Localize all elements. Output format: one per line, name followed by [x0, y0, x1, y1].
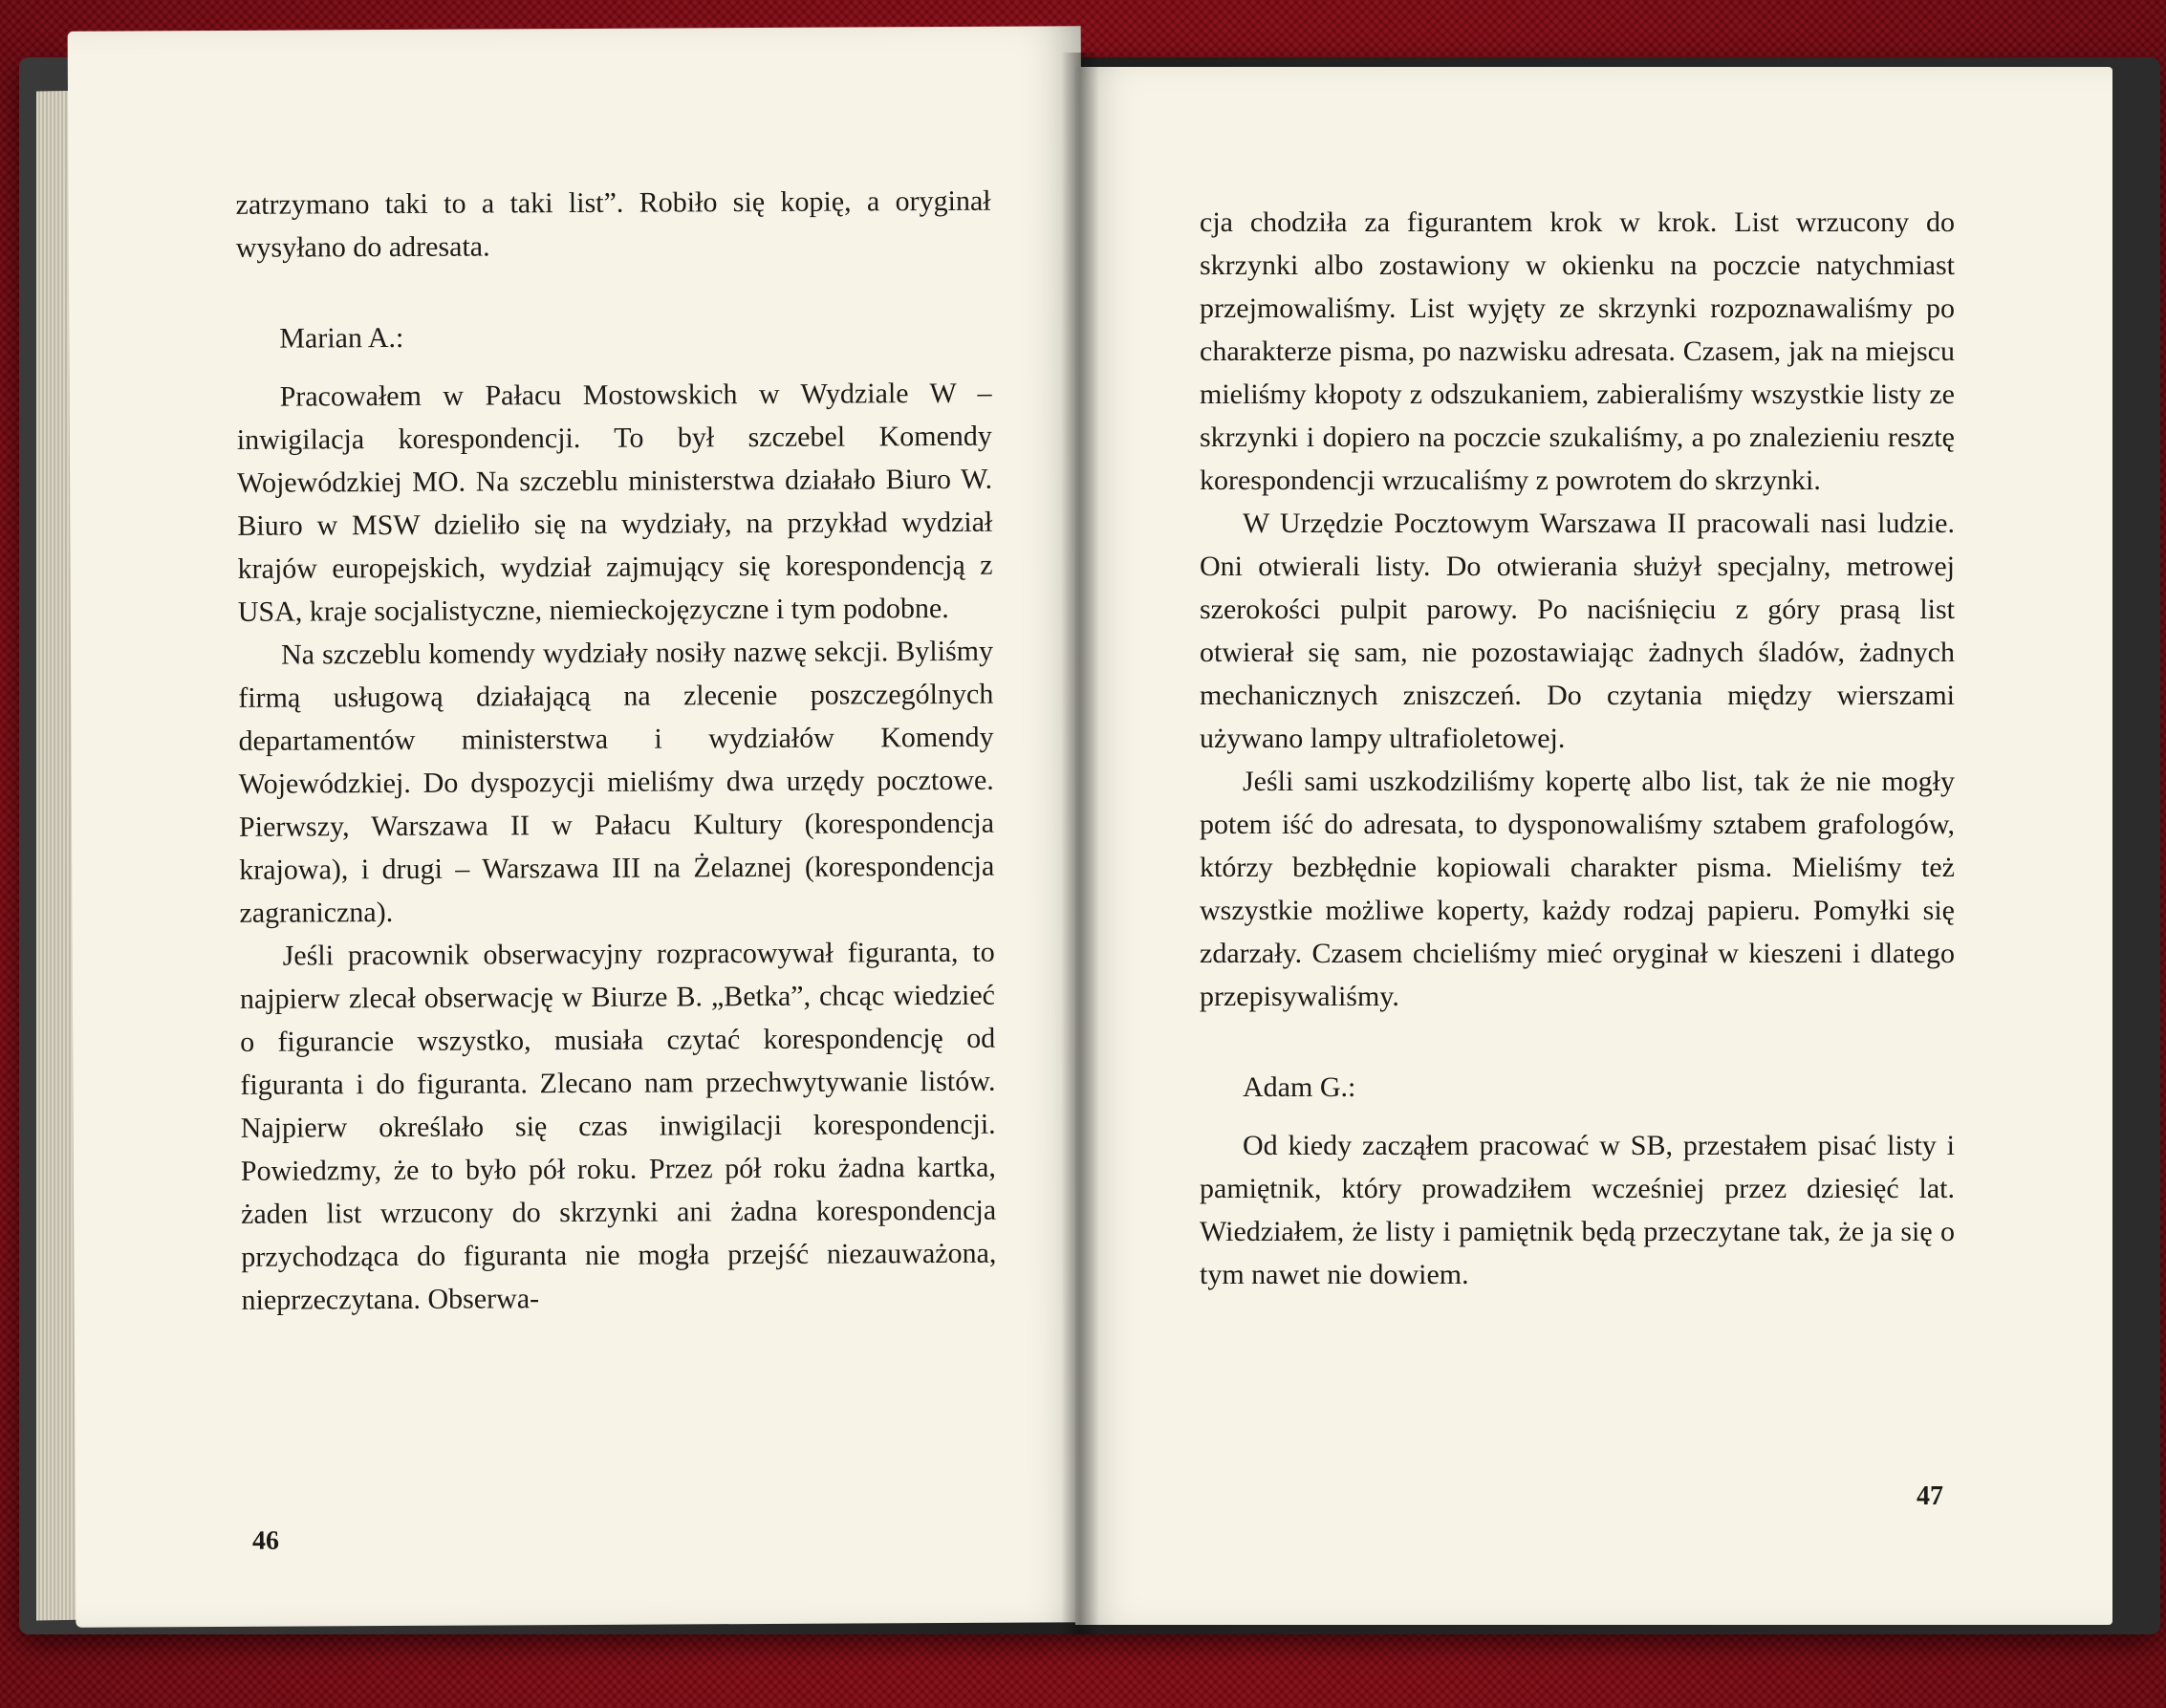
paragraph: Od kiedy zacząłem pracować w SB, przestałem pisać listy i pamiętnik, który prowadziłem wcześniej przez dziesięć lat. Wiedziałem, że listy i pamiętnik będą przeczytane tak, że ja się o tym nawet nie dowiem. [1200, 1130, 1955, 1290]
left-page [68, 26, 1090, 1628]
page-number: 47 [1917, 1481, 1943, 1511]
paragraph: Jeśli sami uszkodziliśmy kopertę albo list, tak że nie mogły potem iść do adresata, to dysponowaliśmy sztabem grafologów, którzy bezbłędnie kopiowali charakter pisma. Mieliśmy też wszystkie możliwe koperty, każdy rodzaj papieru. Pomyłki się zdarzały. Czasem chcieliśmy mieć oryginał w kieszeni i dlatego przepisywaliśmy. [1200, 766, 1955, 1012]
paragraph: Na szczeblu komendy wydziały nosiły nazwę sekcji. Byliśmy firmą usługową działającą na zlecenie poszczególnych departamentów ministerstwa i wydziałów Komendy Wojewódzkiej. Do dyspozycji mieliśmy dwa urzędy pocztowe. Pierwszy, Warszawa II w Pałacu Kultury (korespondencja krajowa), i drugi – Warszawa III na Żelaznej (korespondencja zagraniczna). [238, 635, 995, 929]
paragraph: W Urzędzie Pocztowym Warszawa II pracowali nasi ludzie. Oni otwierali listy. Do otwierania służył specjalny, metrowej szerokości pulpit parowy. Po naciśnięciu z góry prasą list otwierał się sam, nie pozostawiając żadnych śladów, żadnych mechanicznych zniszczeń. Do czytania między wierszami używano lampy ultrafioletowej. [1200, 508, 1955, 754]
paragraph: Jeśli pracownik obserwacyjny rozpracowywał figuranta, to najpierw zlecał obserwację w Biurze B. „Betka”, chcąc wiedzieć o figurancie wszystko, musiała czytać korespondencję od figuranta i do figuranta. Zlecano nam przechwytywanie listów. Najpierw określało się czas inwigilacji korespondencji. Powiedzmy, że to było pół roku. Przez pół roku żadna kartka, żaden list wrzucony do skrzynki ani żadna korespondencja przychodząca do figuranta nie mogła przejść niezauważona, nieprzeczytana. Obserwa- [239, 936, 997, 1316]
right-page [1075, 67, 2112, 1625]
speaker-label: Adam G.: [1243, 1071, 1356, 1103]
paragraph: Pracowałem w Pałacu Mostowskich w Wydziale W – inwigilacja korespondencji. To był szczebel Komendy Wojewódzkiej MO. Na szczeblu ministerstwa działało Biuro W. Biuro w MSW dzieliło się na wydziały, na przykład wydział krajów europejskich, wydział zajmujący się korespondencją z USA, kraje socjalistyczne, niemieckojęzyczne i tym podobne. [236, 377, 993, 628]
paragraph: cja chodziła za figurantem krok w krok. List wrzucony do skrzynki albo zostawiony w okienku na poczcie natychmiast przejmowaliśmy. List wyjęty ze skrzynki rozpoznawaliśmy po charakterze pisma, po nazwisku adresata. Czasem, jak na miejscu mieliśmy kłopoty z odszukaniem, zabieraliśmy wszystkie listy ze skrzynki i dopiero na poczcie szukaliśmy, a po znalezieniu resztę korespondencji wrzucaliśmy z powrotem do skrzynki. [1200, 206, 1955, 496]
left-page-text [235, 180, 996, 1322]
speaker-label: Marian A.: [279, 321, 404, 355]
right-page-text [1200, 201, 1955, 1296]
page-number: 46 [251, 1525, 279, 1556]
paragraph: zatrzymano taki to a taki list”. Robiło się kopię, a oryginał wysyłano do adresata. [235, 184, 991, 264]
